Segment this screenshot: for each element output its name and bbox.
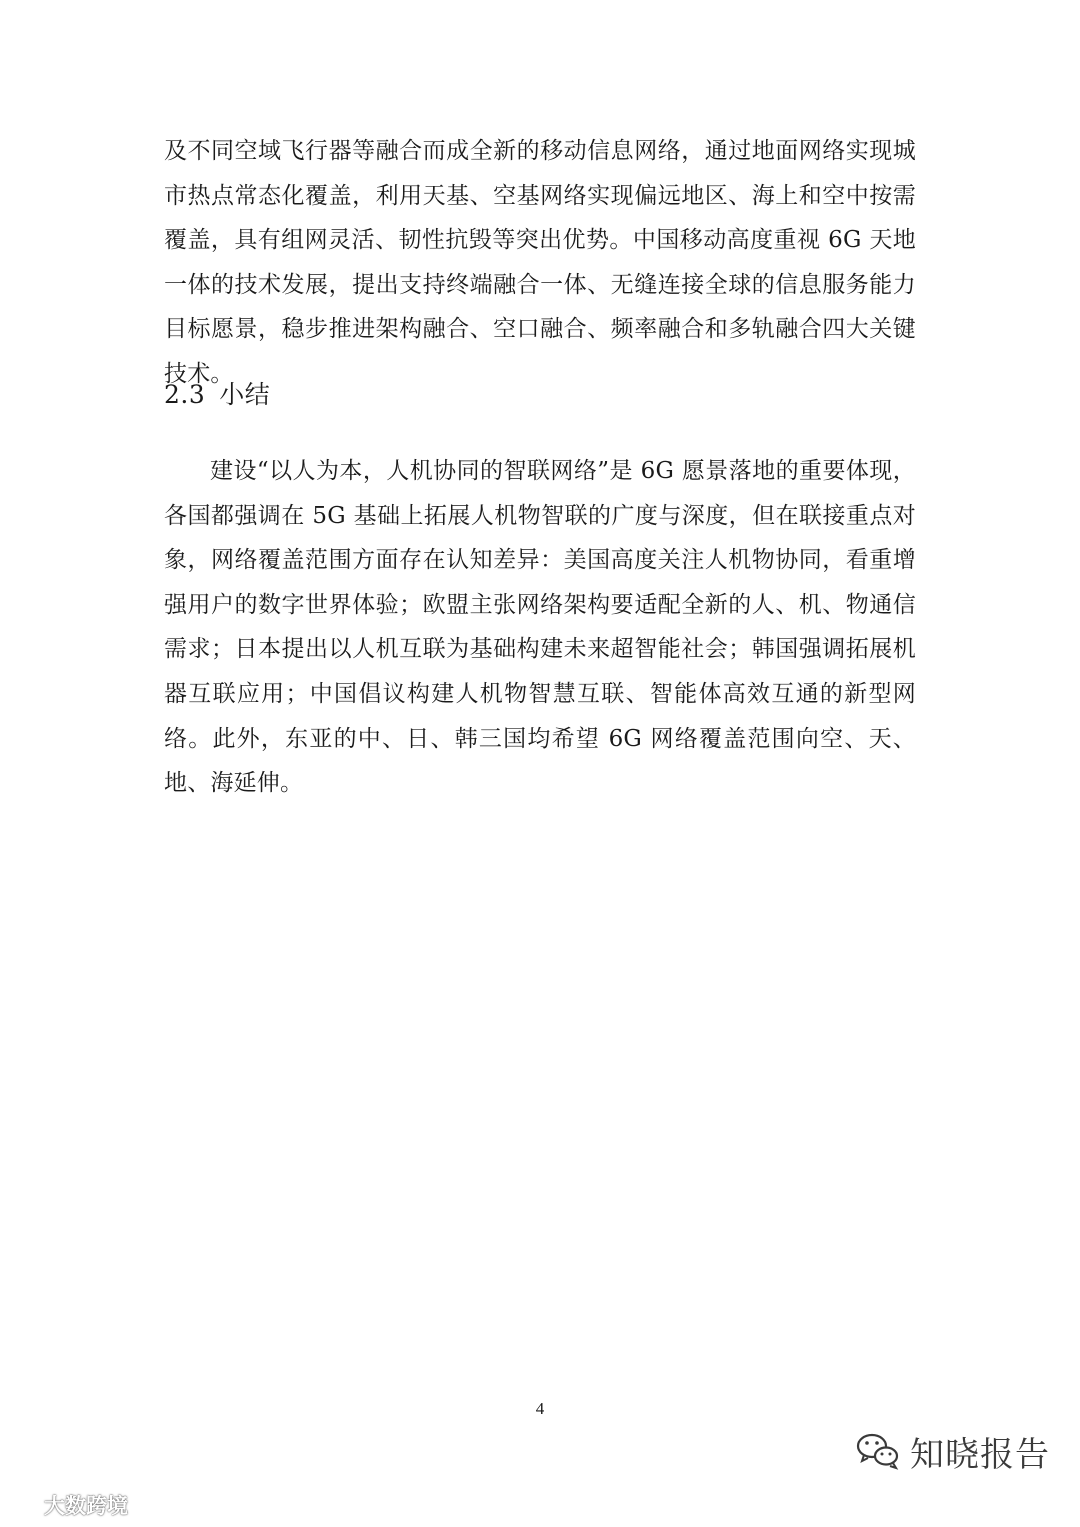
section-title: 小结 bbox=[219, 380, 271, 409]
section-number: 2.3 bbox=[164, 380, 206, 409]
section-heading bbox=[164, 377, 270, 413]
body-paragraph-1: 及不同空域飞行器等融合而成全新的移动信息网络，通过地面网络实现城市热点常态化覆盖，利用天基、空基网络实现偏远地区、海上和空中按需覆盖，具有组网灵活、韧性抗毁等突出优势。中国移动高度重视 6G 天地一体的技术发展，提出支持终端融合一体、无缝连接全球的信息服务能力目标愿景，稳步推进架构融合、空口融合、频率融合和多轨融合四大关键技术。 bbox=[164, 138, 916, 387]
weibo-logo-icon bbox=[8, 1493, 38, 1517]
watermark-left-text: 大数跨境 bbox=[44, 1494, 128, 1518]
watermark-left bbox=[8, 1490, 128, 1520]
page-number: 4 bbox=[535, 1399, 545, 1418]
watermark-right bbox=[856, 1425, 1050, 1477]
body-paragraph-2: 建设“以人为本，人机协同的智联网络”是 6G 愿景落地的重要体现，各国都强调在 5G 基础上拓展人机物智联的广度与深度，但在联接重点对象，网络覆盖范围方面存在认知差异：美国高度关注人机物协同，看重增强用户的数字世界体验；欧盟主张网络架构要适配全新的人、机、物通信需求；日本提出以人机互联为基础构建未来超智能社会；韩国强调拓展机器互联应用；中国倡议构建人机物智慧互联、智能体高效互通的新型网络。此外，东亚的中、日、韩三国均希望 6G 网络覆盖范围向空、天、地、海延伸。 bbox=[164, 458, 916, 797]
wechat-logo-icon bbox=[856, 1432, 900, 1470]
watermark-right-text: 知晓报告 bbox=[910, 1434, 1050, 1475]
